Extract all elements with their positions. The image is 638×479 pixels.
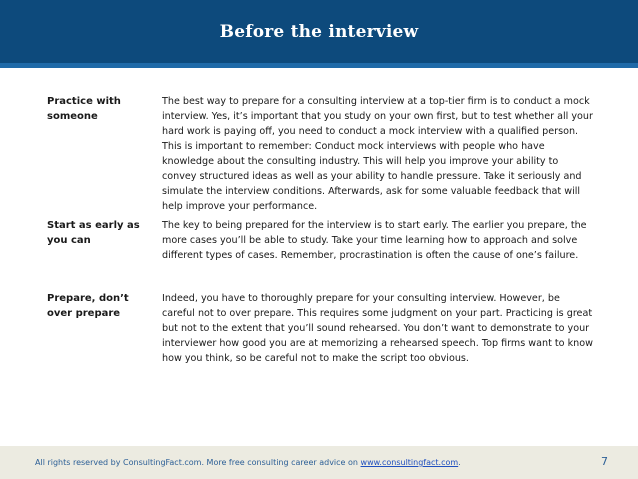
section-label: Prepare, don’t over prepare: [47, 293, 129, 319]
slide-header: [0, 0, 638, 63]
footer-suffix: .: [458, 458, 461, 467]
section-text: The key to being prepared for the interview is to start early. The earlier you prepare, the more cases you’ll be able to study. Take your time learning how to approach and solve different types of cases. Remember, procrastination is often the cause of one’s failure.: [162, 220, 587, 261]
section-label: Start as early as you can: [47, 220, 140, 246]
slide-footer: [0, 446, 638, 479]
section-text: The best way to prepare for a consulting interview at a top-tier firm is to conduct a mock interview. Yes, it’s important that you study on your own first, but to test whether all your hard work is paying off, you need to conduct a mock interview with a qualified person. This is important to remember: Conduct mock interviews with people who have knowledge about the consulting industry. This will help you improve your ability to convey structured ideas as well as your ability to handle pressure. Take it seriously and simulate the interview conditions. Afterwards, ask for some valuable feedback that will help improve your performance.: [162, 96, 593, 212]
header-divider: [0, 63, 638, 68]
footer-link[interactable]: www.consultingfact.com: [360, 458, 459, 467]
footer-copyright: [35, 458, 461, 467]
section-text: Indeed, you have to thoroughly prepare for your consulting interview. However, be careful not to over prepare. This requires some judgment on your part. Practicing is great but not to the extent that you’ll sound rehearsed. You don’t want to demonstrate to your interviewer how good you are at memorizing a rehearsed speech. Top firms want to know how you think, so be careful not to make the script too obvious.: [162, 293, 593, 364]
section-label: Practice with someone: [47, 96, 121, 122]
page-number: 7: [601, 455, 608, 468]
slide-title: Before the interview: [219, 21, 419, 42]
footer-prefix: All rights reserved by ConsultingFact.com. More free consulting career advice on: [35, 458, 361, 467]
